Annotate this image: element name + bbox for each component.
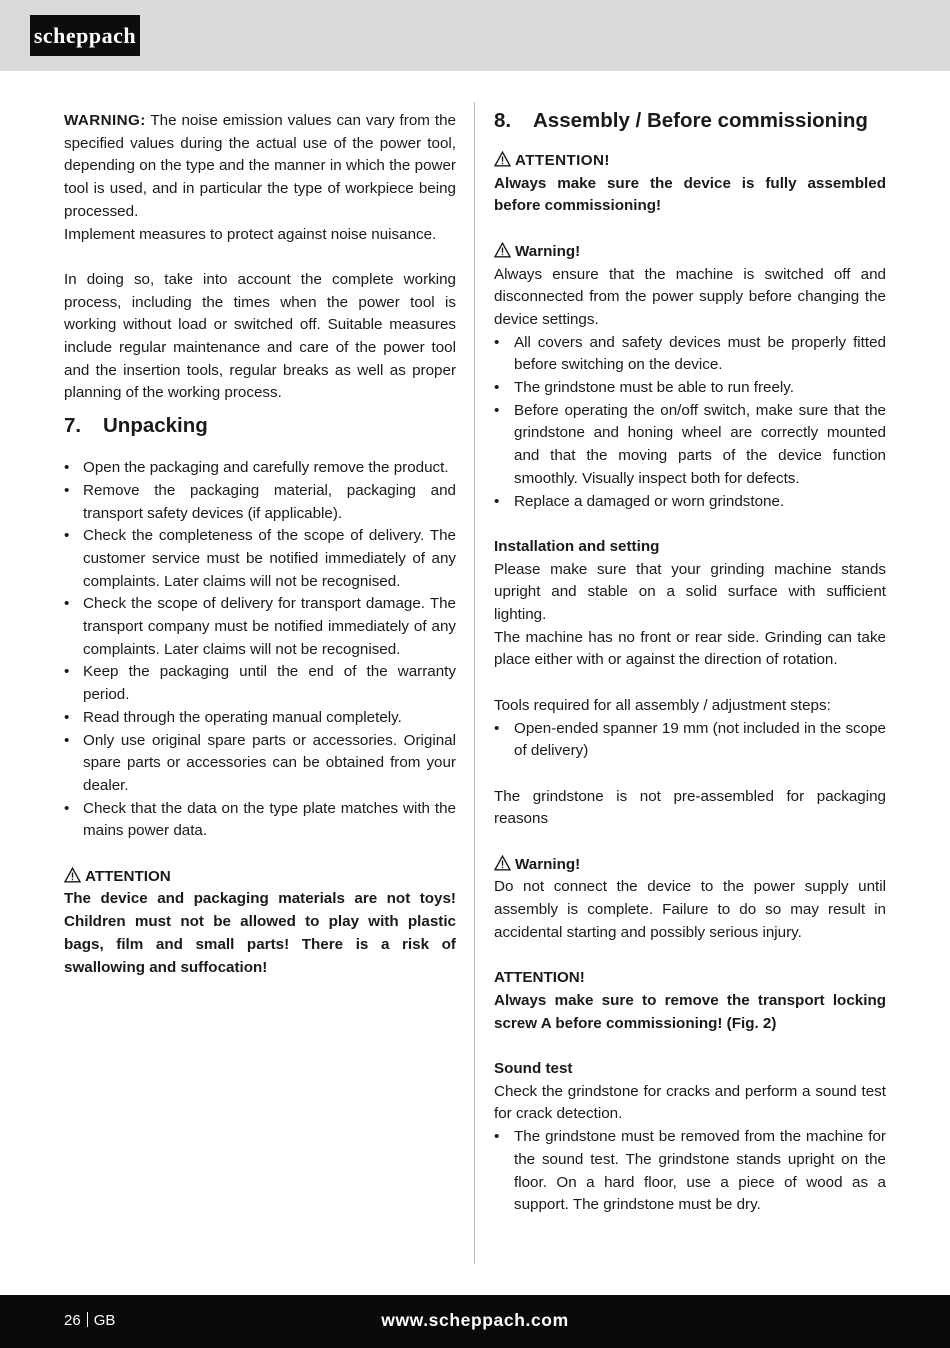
warning-text: The noise emission values can vary from the specified values during the actual use of the power tool, depending on the type and the manner in which the power tool is used, and in particular the type of workpiece being processed. — [64, 112, 456, 220]
section-8-heading — [494, 108, 886, 134]
warning-1-text: Always ensure that the machine is switched off and disconnected from the power supply before changing the device settings. — [494, 265, 886, 328]
brand-logo: scheppach — [30, 15, 140, 56]
section-8-number: 8. — [494, 109, 512, 132]
list-item: • Check that the data on the type plate matches with the mains power data. — [64, 799, 456, 840]
list-item: • Remove the packaging material, packaging and transport safety devices (if applicable). — [64, 481, 456, 522]
warning-triangle-icon — [494, 855, 511, 871]
list-item: • The grindstone must be removed from the machine for the sound test. The grindstone stands upright on the floor. On a hard floor, use a piece of wood as a support. The grindstone must be dry. — [494, 1128, 886, 1214]
section-7-title: Unpacking — [103, 414, 208, 438]
warning-label: WARNING: — [64, 112, 146, 129]
installation-text-2: The machine has no front or rear side. Grinding can take place either with or against the direction of rotation. — [494, 628, 886, 669]
warning-2-heading: Warning! — [494, 854, 886, 877]
attention-1-text: Always make sure the device is fully assembled before commissioning! — [494, 174, 886, 215]
column-divider — [474, 102, 475, 1264]
sound-test-heading: Sound test — [494, 1060, 573, 1078]
website-url: www.scheppach.com — [381, 1310, 569, 1330]
list-item: • Check the scope of delivery for transport damage. The transport company must be notified immediately of any complaints. Later claims will not be recognised. — [64, 595, 456, 658]
warning-triangle-icon — [494, 242, 511, 258]
attention-2-heading: ATTENTION! — [494, 969, 585, 987]
grindstone-note: The grindstone is not pre-assembled for packaging reasons — [494, 787, 886, 828]
left-column — [64, 110, 456, 979]
attention-text: The device and packaging materials are not toys! Children must not be allowed to play with plastic bags, film and small parts! There is a risk of swallowing and suffocation! — [64, 890, 456, 976]
list-item: • Keep the packaging until the end of the warranty period. — [64, 663, 456, 704]
list-item: • Open the packaging and carefully remove the product. — [64, 459, 449, 477]
page-number-value: 26 — [64, 1312, 81, 1329]
list-item: • Before operating the on/off switch, make sure that the grindstone and honing wheel are correctly mounted and that the moving parts of the device function smoothly. Visually inspect both for defects. — [494, 401, 886, 487]
footer-bar — [0, 1295, 950, 1348]
installation-text-1: Please make sure that your grinding machine stands upright and stable on a solid surface with sufficient lighting. — [494, 560, 886, 624]
warning-1-list — [494, 332, 886, 514]
list-item: • Only use original spare parts or accessories. Original spare parts or accessories can be obtained from your dealer. — [64, 731, 456, 794]
list-item: • Open-ended spanner 19 mm (not included in the scope of delivery) — [494, 719, 886, 760]
header-bar — [0, 0, 950, 71]
list-item: • Read through the operating manual completely. — [64, 708, 402, 726]
attention-1-heading: ATTENTION! — [494, 150, 886, 173]
tools-list — [494, 718, 886, 763]
implement-measures-text: Implement measures to protect against noise nuisance. — [64, 225, 437, 243]
tools-text: Tools required for all assembly / adjustment steps: — [494, 696, 831, 714]
language-code: GB — [93, 1312, 116, 1329]
attention-2-text: Always make sure to remove the transport locking screw A before commissioning! (Fig. 2) — [494, 991, 886, 1032]
noise-warning-paragraph — [64, 110, 456, 224]
list-item: • All covers and safety devices must be properly fitted before switching on the device. — [494, 333, 886, 374]
list-item: • The grindstone must be able to run freely. — [494, 379, 794, 397]
unpacking-list — [64, 457, 456, 843]
section-7-number: 7. — [64, 414, 82, 438]
section-8-title: Assembly / Before commissioning — [533, 109, 868, 132]
list-item: • Replace a damaged or worn grindstone. — [494, 492, 785, 510]
section-7-heading — [64, 413, 456, 439]
installation-heading: Installation and setting — [494, 537, 660, 555]
sound-test-text: Check the grindstone for cracks and perform a sound test for crack detection. — [494, 1082, 886, 1123]
warning-1-heading: Warning! — [494, 241, 886, 264]
attention-heading: ATTENTION — [64, 866, 456, 889]
working-process-paragraph: In doing so, take into account the complete working process, including the times when the power tool is working without load or switched off. Suitable measures include regular maintenance and care of the power tool and the insertion tools, regular breaks as well as proper planning of the working process. — [64, 270, 456, 402]
warning-triangle-icon — [494, 151, 511, 167]
list-item: • Check the completeness of the scope of delivery. The customer service must be notified immediately of any complaints. Later claims will not be recognised. — [64, 527, 456, 590]
sound-test-list — [494, 1126, 886, 1217]
warning-2-text: Do not connect the device to the power supply until assembly is complete. Failure to do so may result in accidental starting and possibly serious injury. — [494, 878, 886, 941]
warning-triangle-icon — [64, 867, 81, 883]
right-column — [494, 110, 886, 1217]
